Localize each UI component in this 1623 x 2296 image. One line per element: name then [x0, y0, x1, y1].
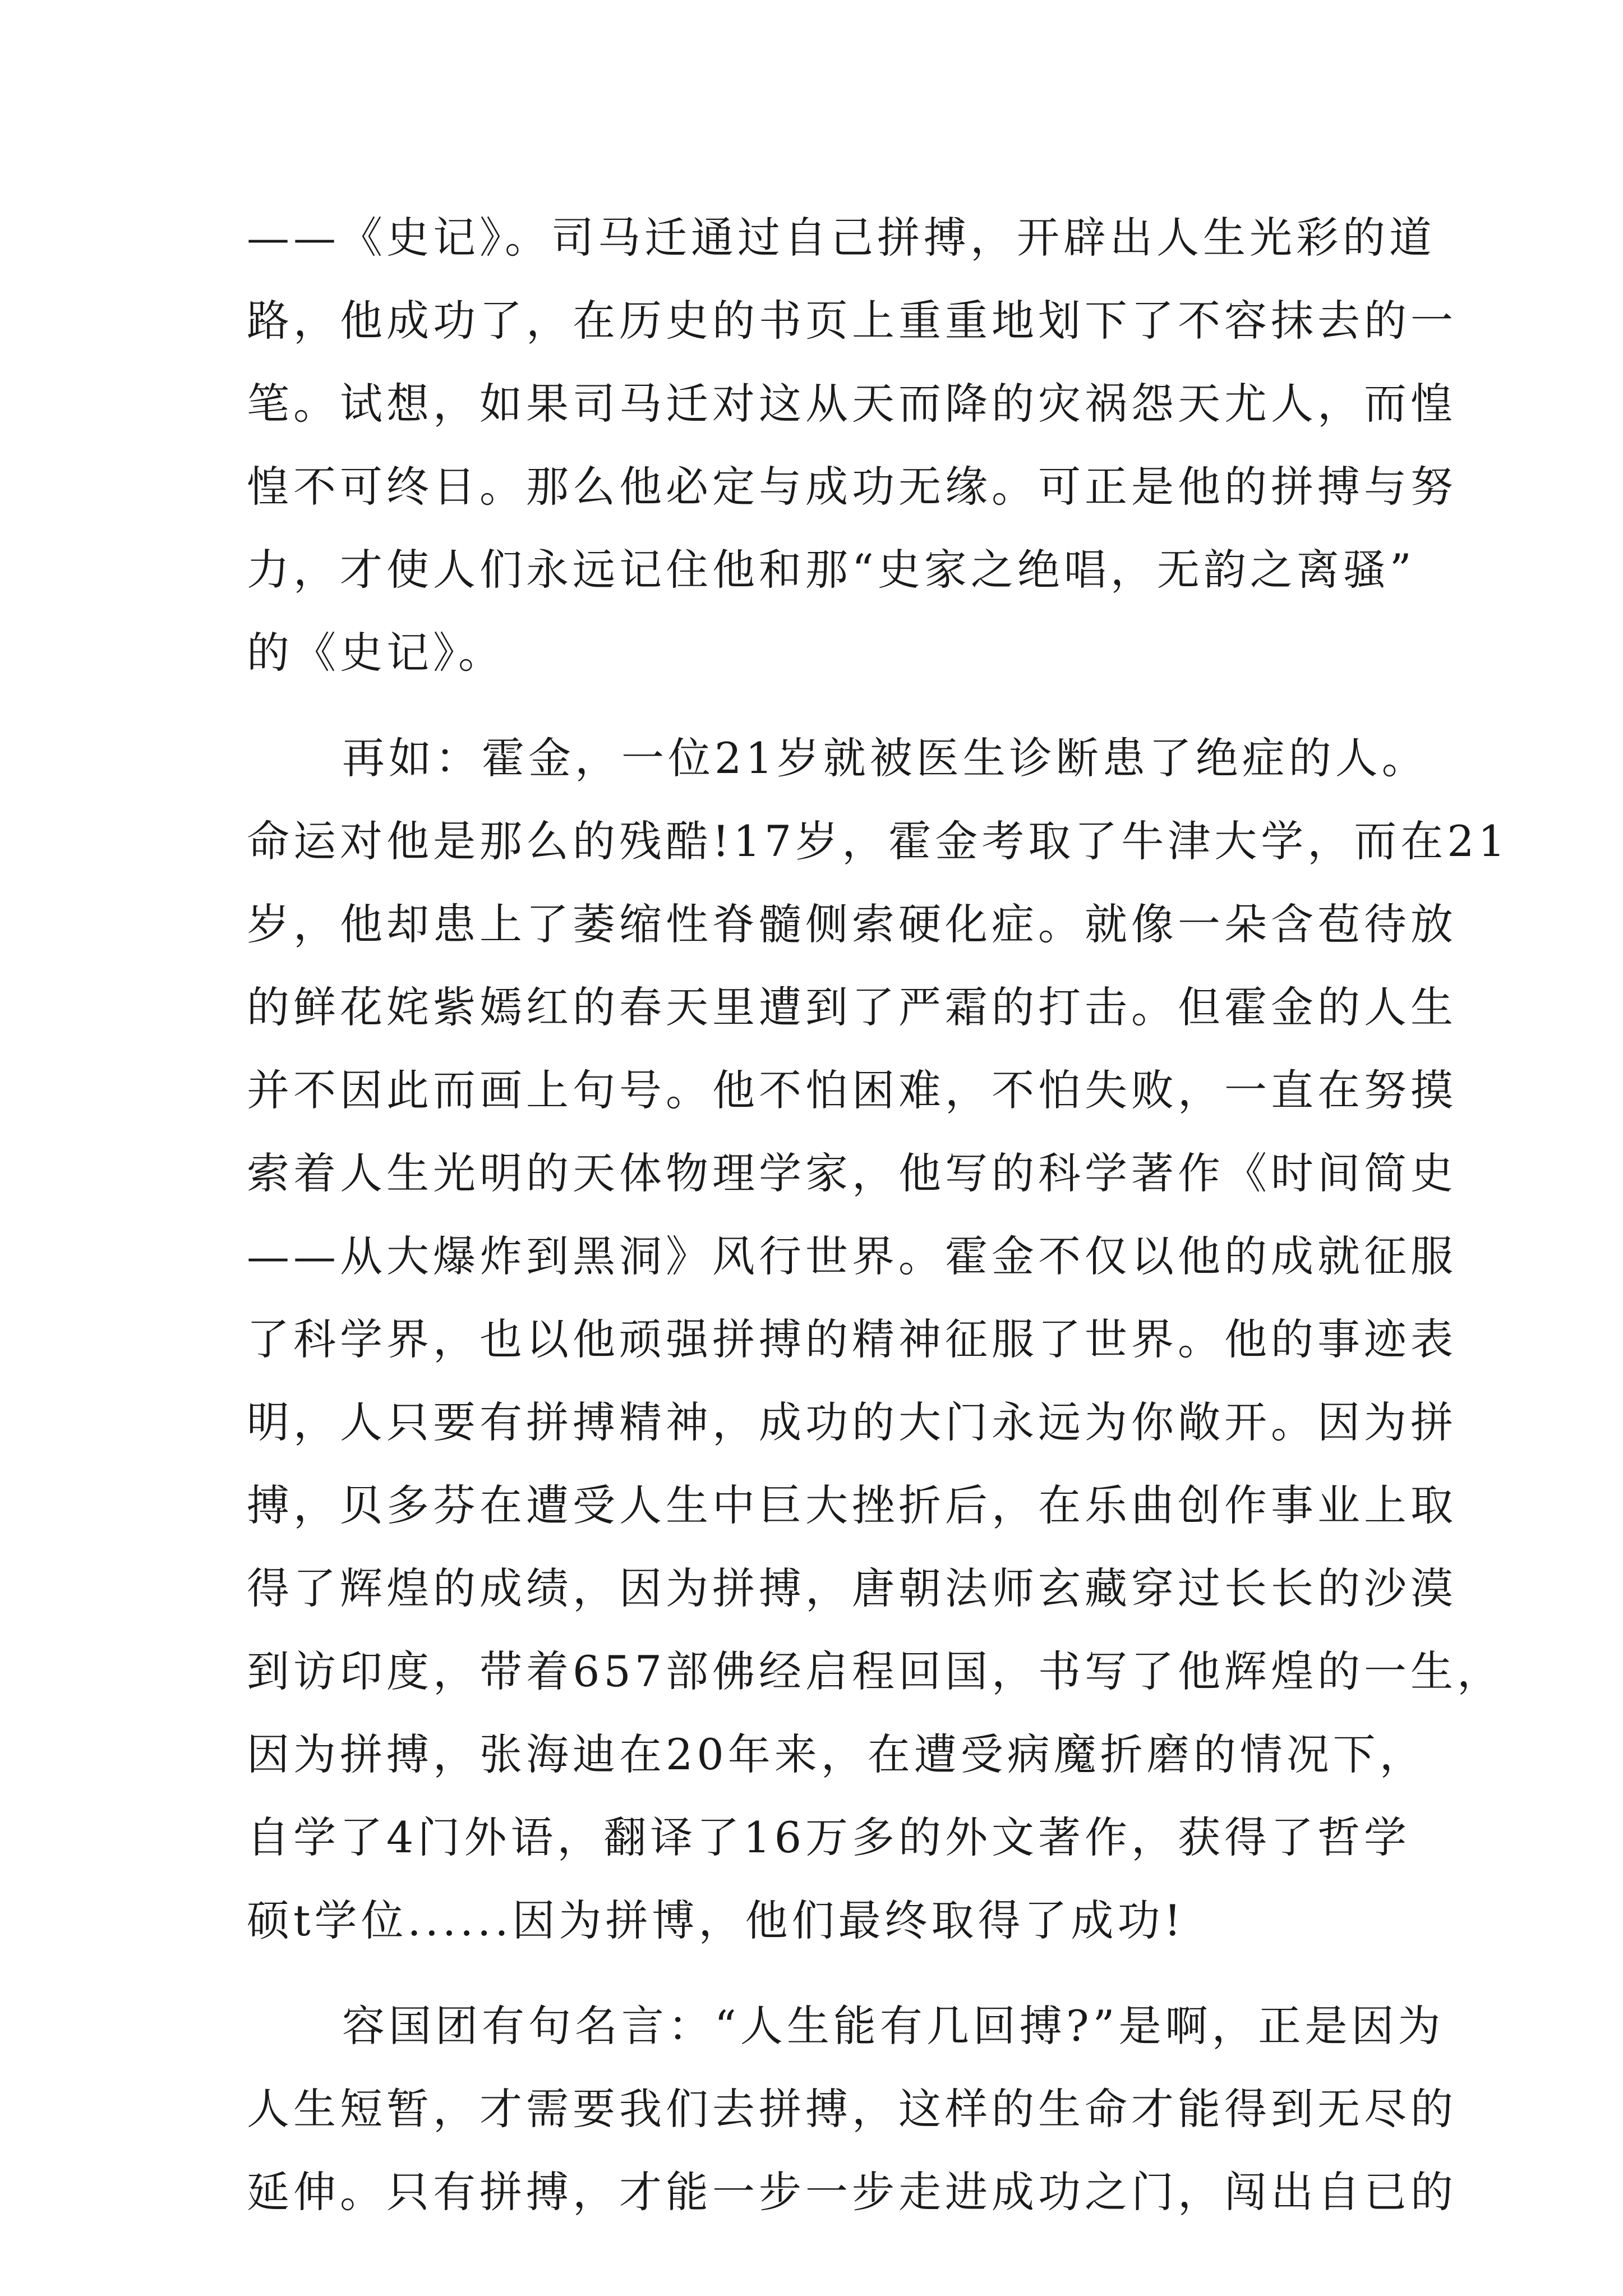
paragraph-rong-guotuan	[247, 1985, 1457, 2234]
text-line: 搏，贝多芬在遭受人生中巨大挫折后，在乐曲创作事业上取	[247, 1480, 1457, 1530]
paragraph-sima-qian	[247, 196, 1457, 694]
paragraph-gap	[247, 1962, 1385, 1985]
text-line: 笔。试想，如果司马迁对这从天而降的灾祸怨天尤人，而惶	[247, 379, 1457, 429]
text-line: 到访印度，带着657部佛经启程回国，书写了他辉煌的一生，	[247, 1646, 1504, 1696]
paragraph-hawking	[247, 717, 1509, 1962]
text-line: 路，他成功了，在历史的书页上重重地划下了不容抹去的一	[247, 296, 1457, 346]
text-line: 了科学界，也以他顽强拼搏的精神征服了世界。他的事迹表	[247, 1314, 1457, 1364]
text-line: 再如：霍金，一位21岁就被医生诊断患了绝症的人。	[342, 733, 1428, 783]
text-line: 力，才使人们永远记住他和那“史家之绝唱，无韵之离骚”	[247, 545, 1415, 595]
text-line: 硕t学位......因为拼博，他们最终取得了成功!	[247, 1895, 1186, 1945]
text-line: ——《史记》。司马迁通过自己拼搏，开辟出人生光彩的道	[247, 213, 1436, 263]
text-line: 命运对他是那么的残酷!17岁，霍金考取了牛津大学，而在21	[247, 816, 1509, 866]
text-line: 并不因此而画上句号。他不怕困难，不怕失败，一直在努摸	[247, 1065, 1457, 1115]
text-line: ——从大爆炸到黑洞》风行世界。霍金不仅以他的成就征服	[247, 1231, 1457, 1281]
text-line: 得了辉煌的成绩，因为拼搏，唐朝法师玄藏穿过长长的沙漠	[247, 1563, 1457, 1613]
text-line: 自学了4门外语，翻译了16万多的外文著作，获得了哲学	[247, 1812, 1411, 1862]
text-line: 明，人只要有拼搏精神，成功的大门永远为你敞开。因为拼	[247, 1397, 1457, 1447]
text-line: 的鲜花姹紫嫣红的春天里遭到了严霜的打击。但霍金的人生	[247, 982, 1457, 1032]
text-line: 延伸。只有拼搏，才能一步一步走进成功之门，闯出自已的	[247, 2167, 1457, 2217]
document-body	[247, 196, 1509, 2234]
text-line: 因为拼搏，张海迪在20年来，在遭受病魔折磨的情况下，	[247, 1729, 1426, 1779]
text-line: 惶不可终日。那么他必定与成功无缘。可正是他的拼搏与努	[247, 462, 1457, 512]
text-line: 岁，他却患上了萎缩性脊髓侧索硬化症。就像一朵含苞待放	[247, 899, 1457, 949]
text-line: 索着人生光明的天体物理学家，他写的科学著作《时间简史	[247, 1148, 1457, 1198]
text-line: 的《史记》。	[247, 628, 505, 678]
paragraph-gap	[247, 694, 1385, 717]
text-line: 人生短暂，才需要我们去拼搏，这样的生命才能得到无尽的	[247, 2084, 1457, 2134]
text-line: 容国团有句名言：“人生能有几回搏?”是啊，正是因为	[342, 2001, 1445, 2051]
